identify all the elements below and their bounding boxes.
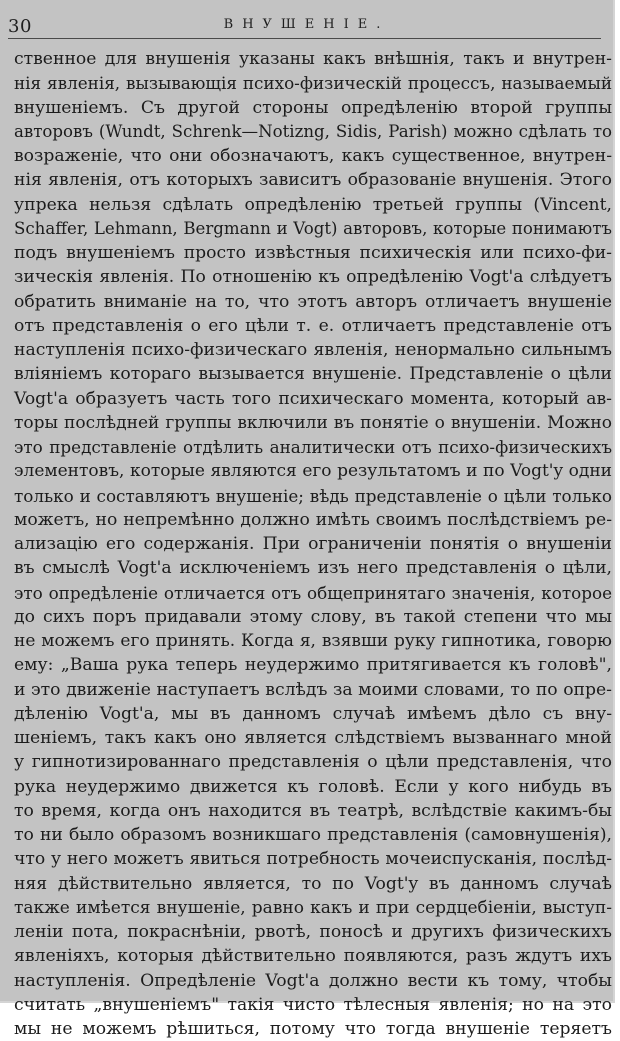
text-line: у гипнотизированнаго представленія о цѣли представленія, что	[14, 752, 612, 773]
text-line: наступленія. Опредѣленіе Vogt'a должно вести къ тому, чтобы	[14, 970, 612, 991]
text-line: можетъ, но непремѣнно должно имѣть своимъ послѣдствіемъ ре-	[14, 509, 612, 530]
text-line: то ни было образомъ возникшаго представленія (самовнушенія),	[14, 825, 612, 845]
text-line: Schaffer, Lehmann, Bergmann и Vogt) авторовъ, которые понимаютъ	[14, 218, 612, 238]
text-line: обратить вниманіе на то, что этотъ авторъ отличаетъ внушеніе	[14, 291, 612, 312]
text-line: отъ представленія о его цѣли т. е. отличаетъ представленіе отъ	[14, 315, 612, 336]
text-line: авторовъ (Wundt, Schrenk—Notizng, Sidis, Parish) можно сдѣлать то	[14, 121, 612, 141]
text-line: упрека нельзя сдѣлать опредѣленію третьей группы (Vincent,	[14, 194, 612, 215]
text-line: вліяніемъ котораго вызывается внушеніе. Представленіе о цѣли	[14, 364, 612, 385]
text-line: и это движеніе наступаетъ вслѣдъ за моими словами, то по опре-	[14, 679, 612, 700]
text-line: это представленіе отдѣлить аналитически отъ психо-физическихъ	[14, 437, 612, 457]
text-line: считать „внушеніемъ" такія чисто тѣлесныя явленія; но на это	[14, 994, 612, 1015]
body-text	[14, 47, 612, 1041]
text-line: торы послѣдней группы включили въ понятіе о внушеніи. Можно	[14, 412, 612, 433]
text-line: наступленія психо-физическаго явленія, ненормально сильнымъ	[14, 340, 612, 360]
text-line: шеніемъ, такъ какъ оно является слѣдствіемъ вызваннаго мной	[14, 728, 612, 748]
text-line: дѣленію Vogt'a, мы въ данномъ случаѣ имѣемъ дѣло съ вну-	[14, 703, 612, 724]
text-line: элементовъ, которые являются его результатомъ и по Vogt'y одни	[14, 461, 612, 482]
text-line: также имѣется внушеніе, равно какъ и при сердцебіеніи, выступ-	[14, 897, 612, 918]
text-line: мы не можемъ рѣшиться, потому что тогда внушеніе теряетъ	[14, 1019, 612, 1039]
text-line: внушеніемъ. Съ другой стороны опредѣленію второй группы	[14, 97, 612, 118]
text-line: нія явленія, отъ которыхъ зависитъ образованіе внушенія. Этого	[14, 170, 612, 191]
text-line: то время, когда онъ находится въ театрѣ, вслѣдствіе какимъ-бы	[14, 800, 612, 821]
page-number: 30	[8, 16, 32, 37]
text-line: въ смыслѣ Vogt'a исключеніемъ изъ него представленія о цѣли,	[14, 558, 612, 579]
running-title: ВНУШЕНІЕ.	[223, 17, 390, 32]
text-line: рука неудержимо движется къ головѣ. Если у кого нибудь въ	[14, 776, 612, 797]
text-line: нія явленія, вызывающія психо-физическій процессъ, называемый	[14, 73, 612, 94]
text-line: ему: „Ваша рука теперь неудержимо притягивается къ головѣ",	[14, 655, 612, 676]
page-header	[8, 16, 605, 36]
header-rule	[8, 38, 601, 39]
text-line: это опредѣленіе отличается отъ общепринятаго значенія, которое	[14, 582, 612, 603]
text-line: Vogt'a образуетъ часть того психическаго момента, который ав-	[14, 388, 612, 409]
text-line: зическія явленія. По отношенію къ опредѣленію Vogt'a слѣдуетъ	[14, 267, 612, 288]
text-line: только и составляютъ внушеніе; вѣдь представленіе о цѣли только	[14, 485, 612, 506]
text-line: ственное для внушенія указаны какъ внѣшнія, такъ и внутрен-	[14, 49, 612, 69]
text-line: леніи пота, покраснѣніи, рвотѣ, поносѣ и другихъ физическихъ	[14, 922, 612, 942]
text-line: возраженіе, что они обозначаютъ, какъ существенное, внутрен-	[14, 146, 612, 166]
text-line: няя дѣйствительно является, то по Vogt'y въ данномъ случаѣ	[14, 873, 612, 894]
text-line: до сихъ поръ придавали этому слову, въ такой степени что мы	[14, 606, 612, 627]
text-line: явленіяхъ, которыя дѣйствительно появляются, разъ ждутъ ихъ	[14, 946, 612, 967]
text-line: ализацію его содержанія. При ограниченіи понятія о внушеніи	[14, 534, 612, 554]
text-line: подъ внушеніемъ просто извѣстныя психическія или психо-фи-	[14, 243, 612, 263]
text-line: не можемъ его принять. Когда я, взявши руку гипнотика, говорю	[14, 631, 612, 651]
text-line: что у него можетъ явиться потребность мочеиспусканія, послѣд-	[14, 849, 612, 870]
